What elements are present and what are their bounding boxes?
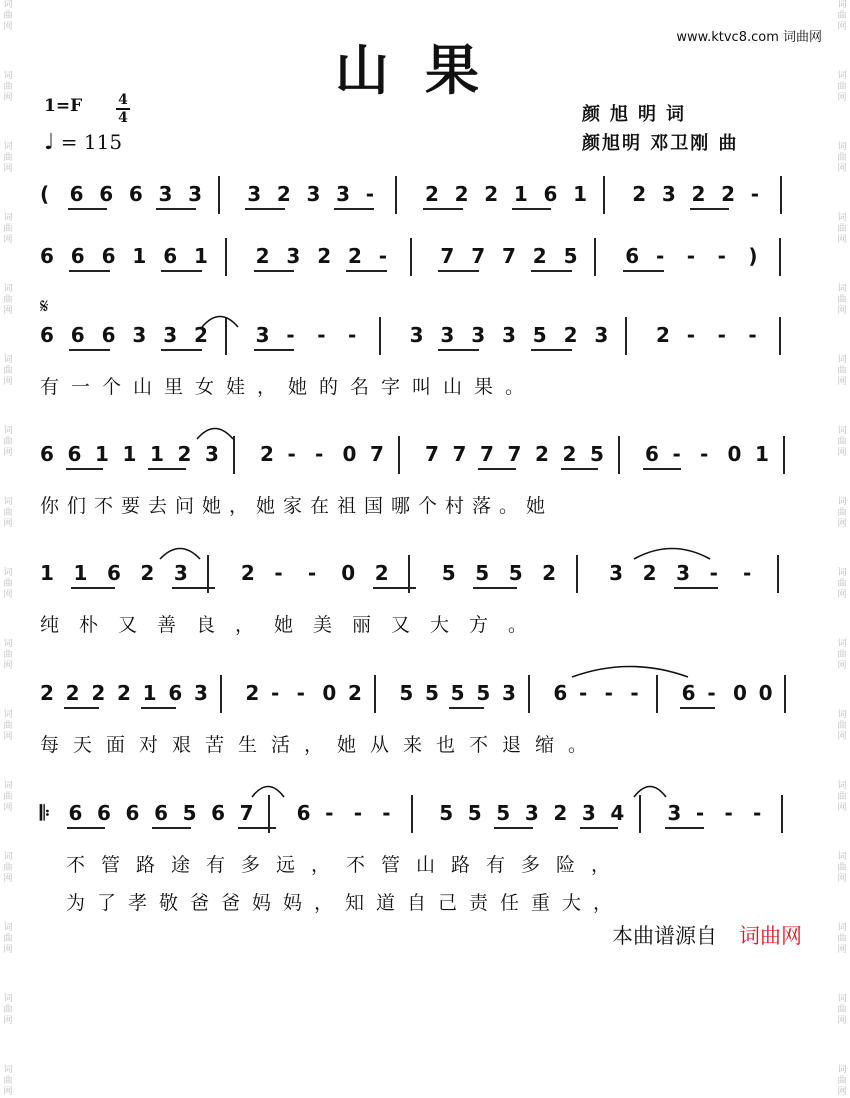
note: 0 xyxy=(322,681,337,705)
note: - xyxy=(752,801,762,825)
beam xyxy=(423,208,463,210)
note: 1 xyxy=(122,442,137,466)
note: 6 xyxy=(128,182,143,206)
note: - xyxy=(348,323,357,347)
barline xyxy=(656,675,658,713)
note: 7 xyxy=(370,442,384,466)
barline xyxy=(233,436,235,474)
time-signature xyxy=(116,92,130,126)
note: - xyxy=(307,561,317,585)
note: 3 xyxy=(440,323,455,347)
note: 2 xyxy=(562,442,577,466)
barline xyxy=(777,555,779,593)
note: 5 xyxy=(476,681,491,705)
note: 6 xyxy=(70,323,85,347)
barline xyxy=(783,436,785,474)
note: 2 xyxy=(348,244,362,268)
note: 3 xyxy=(132,323,147,347)
beam xyxy=(238,827,277,829)
watermark-text: 词 曲 网 xyxy=(3,355,13,387)
watermark-text: 词 曲 网 xyxy=(3,852,13,884)
note: 3 xyxy=(163,323,178,347)
footer-text: 本曲谱源自 xyxy=(612,924,717,948)
barline xyxy=(225,238,227,276)
note: 0 xyxy=(758,681,773,705)
note: - xyxy=(656,244,665,268)
lyric-line-2: 你们不要去问她，她家在祖国哪个村落。她 xyxy=(40,495,554,517)
note: 2 xyxy=(374,561,389,585)
beam xyxy=(152,827,191,829)
note: - xyxy=(695,801,705,825)
slur xyxy=(195,424,235,440)
note: 5 xyxy=(508,561,523,585)
note: 5 xyxy=(496,801,511,825)
note: - xyxy=(724,801,733,825)
watermark-text: 词 曲 网 xyxy=(3,710,13,742)
note: 1 xyxy=(755,442,769,466)
note: 2 xyxy=(563,323,578,347)
beam xyxy=(69,349,110,351)
note: 2 xyxy=(260,442,274,466)
beam xyxy=(494,827,533,829)
beam xyxy=(64,707,100,709)
watermark-text: 词 曲 网 xyxy=(837,781,847,813)
note: 3 xyxy=(286,244,301,268)
note: 2 xyxy=(542,561,557,585)
right-watermark-strip xyxy=(834,0,850,1097)
lyric-line-4: 每天面对艰苦生活，她从来也不退缩。 xyxy=(40,734,602,756)
quarter-note-icon: ♩ xyxy=(44,130,55,155)
watermark-text: 词 曲 网 xyxy=(3,0,13,32)
beam xyxy=(67,827,106,829)
note: 3 xyxy=(661,182,676,206)
watermark-text: 词 曲 网 xyxy=(837,142,847,174)
note: 2 xyxy=(91,681,106,705)
note: - xyxy=(717,323,726,347)
slur xyxy=(250,782,286,798)
note: 2 xyxy=(117,681,131,705)
note: 2 xyxy=(425,182,439,206)
note: - xyxy=(672,442,681,466)
barline xyxy=(268,795,270,833)
beam xyxy=(148,468,186,470)
beam xyxy=(334,208,374,210)
watermark-text: 词 曲 网 xyxy=(3,71,13,103)
note: 3 xyxy=(306,182,321,206)
note: 6 xyxy=(101,244,116,268)
note: 5 xyxy=(450,681,465,705)
note: - xyxy=(686,323,696,347)
note: - xyxy=(274,561,283,585)
beam xyxy=(68,208,108,210)
note: 𝄆 xyxy=(40,801,50,825)
note: - xyxy=(378,244,388,268)
note: 3 xyxy=(247,182,262,206)
barline xyxy=(576,555,578,593)
note: 2 xyxy=(40,681,54,705)
lyric-line-5: 不管路途有多远，不管山路有多险， xyxy=(66,854,627,876)
note: 5 xyxy=(475,561,490,585)
watermark-text: 词 曲 网 xyxy=(837,1065,847,1097)
note: 7 xyxy=(502,244,516,268)
note: 3 xyxy=(255,323,270,347)
note: 6 xyxy=(625,244,640,268)
note: 4 xyxy=(610,801,625,825)
barline xyxy=(398,436,400,474)
lyricist-credit: 颜旭明词 xyxy=(582,104,694,125)
note: - xyxy=(579,681,588,705)
note: 3 xyxy=(667,801,682,825)
note: 6 xyxy=(154,801,168,825)
watermark-text: 词 曲 网 xyxy=(3,923,13,955)
note: 2 xyxy=(532,244,547,268)
barline xyxy=(218,176,220,214)
barline xyxy=(779,317,781,355)
note: - xyxy=(700,442,709,466)
note: 7 xyxy=(452,442,467,466)
note: 2 xyxy=(454,182,469,206)
note: 3 xyxy=(158,182,173,206)
watermark-text: 词 曲 网 xyxy=(837,0,847,32)
beam xyxy=(141,707,177,709)
note: 5 xyxy=(182,801,197,825)
note: 2 xyxy=(140,561,155,585)
watermark-text: 词 曲 网 xyxy=(837,994,847,1026)
note: - xyxy=(686,244,696,268)
key-signature: 1=F xyxy=(44,96,83,116)
beam xyxy=(531,270,572,272)
note: 3 xyxy=(205,442,219,466)
beam xyxy=(438,270,479,272)
watermark-text: 词 曲 网 xyxy=(3,639,13,671)
note: 5 xyxy=(532,323,547,347)
note: - xyxy=(353,801,363,825)
barline xyxy=(408,555,410,593)
watermark-text: 词 曲 网 xyxy=(837,852,847,884)
note: 5 xyxy=(399,681,414,705)
beam xyxy=(643,468,681,470)
watermark-text: 词 曲 网 xyxy=(3,568,13,600)
footer xyxy=(612,920,802,950)
note: 1 xyxy=(194,244,208,268)
note: 0 xyxy=(341,561,356,585)
note: - xyxy=(286,323,295,347)
lyric-line-1: 有一个山里女娃，她的名字叫山果。 xyxy=(40,376,537,398)
note: 2 xyxy=(721,182,736,206)
note: 1 xyxy=(150,442,164,466)
note: 6 xyxy=(553,681,568,705)
beam xyxy=(478,468,516,470)
note: 6 xyxy=(106,561,121,585)
note: 6 xyxy=(168,681,183,705)
note: 2 xyxy=(194,323,208,347)
watermark-text: 词 曲 网 xyxy=(3,1065,13,1097)
slur xyxy=(200,312,240,328)
note: - xyxy=(709,561,718,585)
note: - xyxy=(707,681,716,705)
beam xyxy=(69,270,110,272)
page-title: 山果 xyxy=(335,38,515,102)
note: 5 xyxy=(439,801,454,825)
note: 3 xyxy=(524,801,539,825)
lyric-line-3: 纯朴又善良，她美丽又大方。 xyxy=(40,614,548,636)
barline xyxy=(594,238,596,276)
barline xyxy=(784,675,786,713)
note: 3 xyxy=(594,323,609,347)
beam xyxy=(254,349,295,351)
barline xyxy=(779,238,781,276)
watermark-text: 词 曲 网 xyxy=(3,213,13,245)
note: 6 xyxy=(125,801,140,825)
watermark-text: 词 曲 网 xyxy=(837,426,847,458)
note: - xyxy=(317,323,326,347)
note: 3 xyxy=(336,182,351,206)
segno-icon: 𝄋 xyxy=(40,294,49,318)
watermark-text: 词 曲 网 xyxy=(837,497,847,529)
time-signature-bottom: 4 xyxy=(118,110,128,126)
barline xyxy=(618,436,620,474)
note: 2 xyxy=(65,681,80,705)
note: 1 xyxy=(573,182,587,206)
note: 6 xyxy=(681,681,696,705)
note: 0 xyxy=(342,442,357,466)
beam xyxy=(580,827,619,829)
beam xyxy=(674,587,717,589)
note: 2 xyxy=(177,442,192,466)
note: 6 xyxy=(67,442,82,466)
beam xyxy=(161,349,202,351)
barline xyxy=(411,795,413,833)
note: 7 xyxy=(239,801,254,825)
note: ) xyxy=(748,244,758,268)
note: 5 xyxy=(590,442,604,466)
tempo-marking xyxy=(44,130,122,155)
barline xyxy=(220,675,222,713)
note: 3 xyxy=(502,323,516,347)
beam xyxy=(161,270,202,272)
barline xyxy=(379,317,381,355)
note: 1 xyxy=(142,681,157,705)
beam xyxy=(665,827,704,829)
note: - xyxy=(325,801,334,825)
note: 1 xyxy=(95,442,109,466)
watermark-text: 词 曲 网 xyxy=(837,710,847,742)
note: - xyxy=(365,182,375,206)
note: 3 xyxy=(409,323,424,347)
beam xyxy=(346,270,387,272)
note: 2 xyxy=(276,182,291,206)
note: 6 xyxy=(101,323,116,347)
barline xyxy=(528,675,530,713)
barline xyxy=(395,176,397,214)
note: 6 xyxy=(40,442,54,466)
beam xyxy=(156,208,196,210)
note: 6 xyxy=(97,801,111,825)
note: 0 xyxy=(727,442,742,466)
note: 6 xyxy=(211,801,226,825)
note: 3 xyxy=(502,681,516,705)
footer-brand[interactable]: 词曲网 xyxy=(739,924,802,948)
lyric-line-6: 为了孝敬爸爸妈妈，知道自己责任重大， xyxy=(66,892,625,914)
composer-credit: 颜旭明 邓卫刚 曲 xyxy=(582,133,739,154)
note: 5 xyxy=(467,801,482,825)
watermark-text: 词 曲 网 xyxy=(837,923,847,955)
barline xyxy=(603,176,605,214)
note: 2 xyxy=(553,801,568,825)
note: 3 xyxy=(471,323,486,347)
note: 1 xyxy=(40,561,54,585)
note: 1 xyxy=(73,561,88,585)
note: 3 xyxy=(609,561,624,585)
watermark-text: 词 曲 网 xyxy=(3,781,13,813)
note: 5 xyxy=(563,244,578,268)
note: - xyxy=(315,442,324,466)
note: 2 xyxy=(317,244,332,268)
slur xyxy=(632,782,668,798)
left-watermark-strip xyxy=(0,0,16,1097)
time-signature-top: 4 xyxy=(118,92,128,108)
note: 2 xyxy=(691,182,706,206)
slur xyxy=(570,662,690,678)
note: 6 xyxy=(543,182,558,206)
note: 6 xyxy=(645,442,659,466)
slur xyxy=(158,544,202,560)
note: 3 xyxy=(581,801,596,825)
note: - xyxy=(748,323,757,347)
note: 7 xyxy=(471,244,486,268)
slur xyxy=(632,544,712,560)
beam xyxy=(254,270,295,272)
note: 3 xyxy=(194,681,208,705)
note: 3 xyxy=(188,182,202,206)
note: 7 xyxy=(480,442,494,466)
barline xyxy=(374,675,376,713)
note: 7 xyxy=(440,244,455,268)
watermark-text: 词 曲 网 xyxy=(837,71,847,103)
note: 7 xyxy=(425,442,439,466)
note: 3 xyxy=(676,561,690,585)
site-url[interactable]: www.ktvc8.com 词曲网 xyxy=(676,30,822,45)
note: 2 xyxy=(255,244,270,268)
watermark-text: 词 曲 网 xyxy=(837,284,847,316)
beam xyxy=(531,349,572,351)
beam xyxy=(623,270,664,272)
note: 6 xyxy=(40,244,54,268)
note: - xyxy=(604,681,613,705)
note: 6 xyxy=(70,244,85,268)
note: 2 xyxy=(535,442,549,466)
beam xyxy=(473,587,516,589)
note: - xyxy=(287,442,296,466)
barline xyxy=(410,238,412,276)
note: ( xyxy=(40,182,50,206)
watermark-text: 词 曲 网 xyxy=(3,142,13,174)
note: - xyxy=(750,182,760,206)
note: 2 xyxy=(484,182,499,206)
watermark-text: 词 曲 网 xyxy=(3,284,13,316)
barline xyxy=(639,795,641,833)
beam xyxy=(438,349,479,351)
note: 3 xyxy=(173,561,188,585)
beam xyxy=(561,468,599,470)
note: - xyxy=(271,681,280,705)
beam xyxy=(449,707,485,709)
beam xyxy=(245,208,285,210)
beam xyxy=(512,208,552,210)
watermark-text: 词 曲 网 xyxy=(837,355,847,387)
note: 2 xyxy=(656,323,670,347)
tempo-value: = 115 xyxy=(60,130,123,154)
barline xyxy=(780,176,782,214)
note: 1 xyxy=(132,244,147,268)
note: 5 xyxy=(425,681,439,705)
beam xyxy=(71,587,114,589)
watermark-text: 词 曲 网 xyxy=(3,426,13,458)
note: 6 xyxy=(68,801,83,825)
beam xyxy=(66,468,104,470)
note: 2 xyxy=(632,182,647,206)
note: 2 xyxy=(245,681,260,705)
barline xyxy=(207,555,209,593)
note: 7 xyxy=(507,442,522,466)
barline xyxy=(781,795,783,833)
note: - xyxy=(296,681,305,705)
note: 6 xyxy=(99,182,114,206)
note: 6 xyxy=(296,801,311,825)
note: - xyxy=(743,561,752,585)
beam xyxy=(680,707,716,709)
barline xyxy=(625,317,627,355)
note: 0 xyxy=(733,681,747,705)
note: 6 xyxy=(163,244,178,268)
note: 6 xyxy=(40,323,54,347)
watermark-text: 词 曲 网 xyxy=(837,568,847,600)
note: 6 xyxy=(69,182,84,206)
note: - xyxy=(717,244,726,268)
beam xyxy=(690,208,730,210)
watermark-text: 词 曲 网 xyxy=(3,497,13,529)
watermark-text: 词 曲 网 xyxy=(3,994,13,1026)
note: 2 xyxy=(240,561,255,585)
note: 5 xyxy=(441,561,456,585)
watermark-text: 词 曲 网 xyxy=(837,213,847,245)
note: - xyxy=(630,681,639,705)
watermark-text: 词 曲 网 xyxy=(837,639,847,671)
note: 2 xyxy=(642,561,657,585)
note: 2 xyxy=(348,681,362,705)
note: - xyxy=(382,801,391,825)
note: 1 xyxy=(513,182,528,206)
